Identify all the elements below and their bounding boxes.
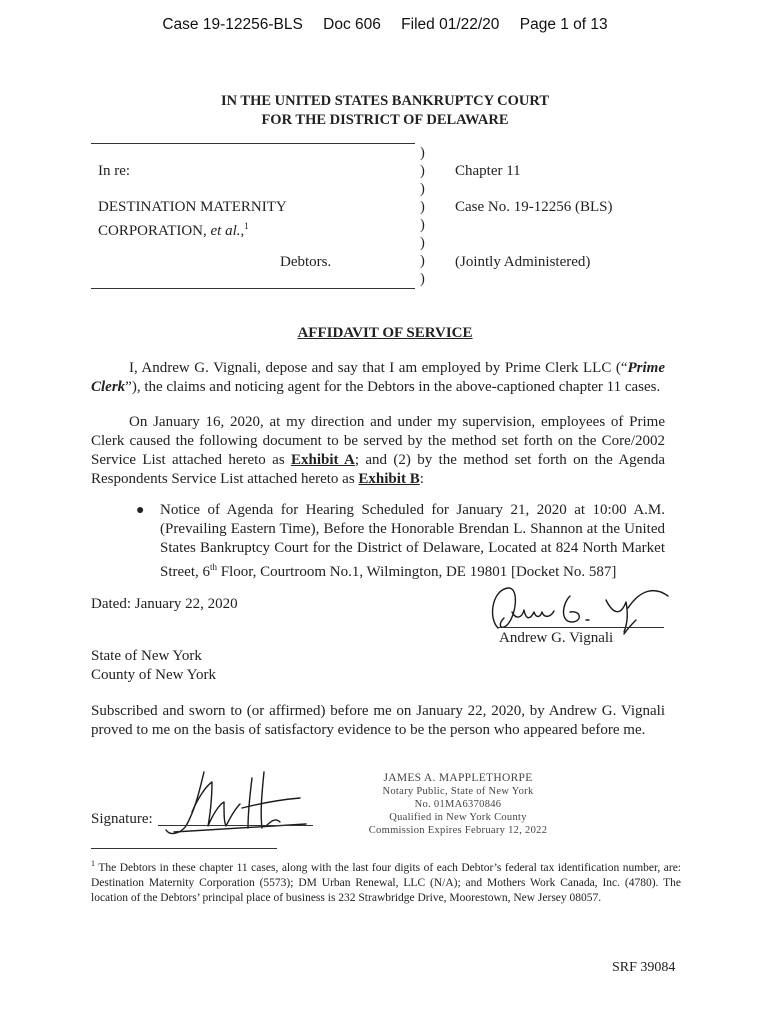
state-line: State of New York: [91, 648, 202, 664]
doc-number: Doc 606: [323, 16, 381, 33]
caption-parentheses: ) ) ) ) ) ) ) ): [420, 145, 425, 287]
caption-bottom-rule: [91, 288, 415, 289]
footnote-rule: [91, 848, 277, 849]
paragraph-service: On January 16, 2020, at my direction and under my supervision, employees of Prime Clerk caused the following document to be served by the method set forth on the Core/2002 Service List attached hereto as Exhibit A; and (2) by the method set forth on the Agenda Respondents Service List attached hereto as Exhibit B:: [91, 414, 665, 487]
signer-name: Andrew G. Vignali: [499, 630, 614, 646]
caption-top-rule: [91, 143, 415, 144]
page-indicator: Page 1 of 13: [519, 16, 608, 33]
caption-in-re: In re:: [98, 163, 131, 179]
paragraph-employment: I, Andrew G. Vignali, depose and say that I am employed by Prime Clerk LLC (“Prime Clerk”), the claims and noticing agent for the Debtors in the above-captioned chapter 11 cases.: [91, 360, 665, 395]
signature-label: Signature:: [91, 811, 153, 827]
dated-line: Dated: January 22, 2020: [91, 596, 238, 612]
court-line-2: FOR THE DISTRICT OF DELAWARE: [261, 112, 509, 128]
signer-signature-rule: [498, 627, 664, 628]
served-document-item: Notice of Agenda for Hearing Scheduled for January 21, 2020 at 10:00 A.M. (Prevailing Eastern Time), Before the Honorable Brendan L. Shannon at the United States Bankruptcy Court for the District of Delaware, Located at 824 North Market Street, 6th Floor, Courtroom No.1, Wilmington, DE 19801 [Docket No. 587]: [160, 502, 665, 580]
exhibit-b-link: Exhibit B: [358, 471, 420, 487]
filed-date: Filed 01/22/20: [401, 16, 500, 33]
footnote: $^1$ The Debtors in these chapter 11 cases, along with the last four digits of each Debtor’s federal tax identification number, are: Destination Maternity Corporation (5573); DM Urban Renewal, LLC (N/A); and Mothers Work Canada, Inc. (4780). The location of the Debtors’ principal place of business is 232 Strawbridge Drive, Moorestown, New Jersey 08057.: [91, 859, 681, 904]
caption-debtors-label: Debtors.: [280, 254, 332, 270]
filing-header: [0, 16, 770, 34]
case-number: Case 19-12256-BLS: [162, 16, 303, 33]
srf-number: SRF 39084: [612, 960, 676, 975]
jurat-paragraph: Subscribed and sworn to (or affirmed) before me on January 22, 2020, by Andrew G. Vignali proved to me on the basis of satisfactory evidence to be the person who appeared before me.: [91, 703, 665, 738]
notary-signature-rule: [158, 825, 313, 826]
court-heading: [0, 92, 770, 130]
county-line: County of New York: [91, 667, 217, 683]
caption-administered: (Jointly Administered): [455, 254, 591, 270]
notary-signature: [156, 768, 316, 850]
caption-debtor-name: DESTINATION MATERNITY CORPORATION, et al.,$^1$: [98, 199, 287, 239]
exhibit-a-link: Exhibit A: [291, 452, 355, 468]
court-line-1: IN THE UNITED STATES BANKRUPTCY COURT: [220, 93, 550, 109]
caption-case-no: Case No. 19-12256 (BLS): [455, 199, 613, 215]
bullet-icon: ●: [136, 503, 145, 518]
document-title: AFFIDAVIT OF SERVICE: [297, 325, 473, 341]
footnote-ref: 1: [244, 221, 249, 231]
caption-chapter: Chapter 11: [455, 163, 521, 179]
notary-stamp: JAMES A. MAPPLETHORPE Notary Public, State of New York No. 01MA6370846 Qualified in New York County Commission Expires February 12, 2022: [368, 772, 548, 836]
